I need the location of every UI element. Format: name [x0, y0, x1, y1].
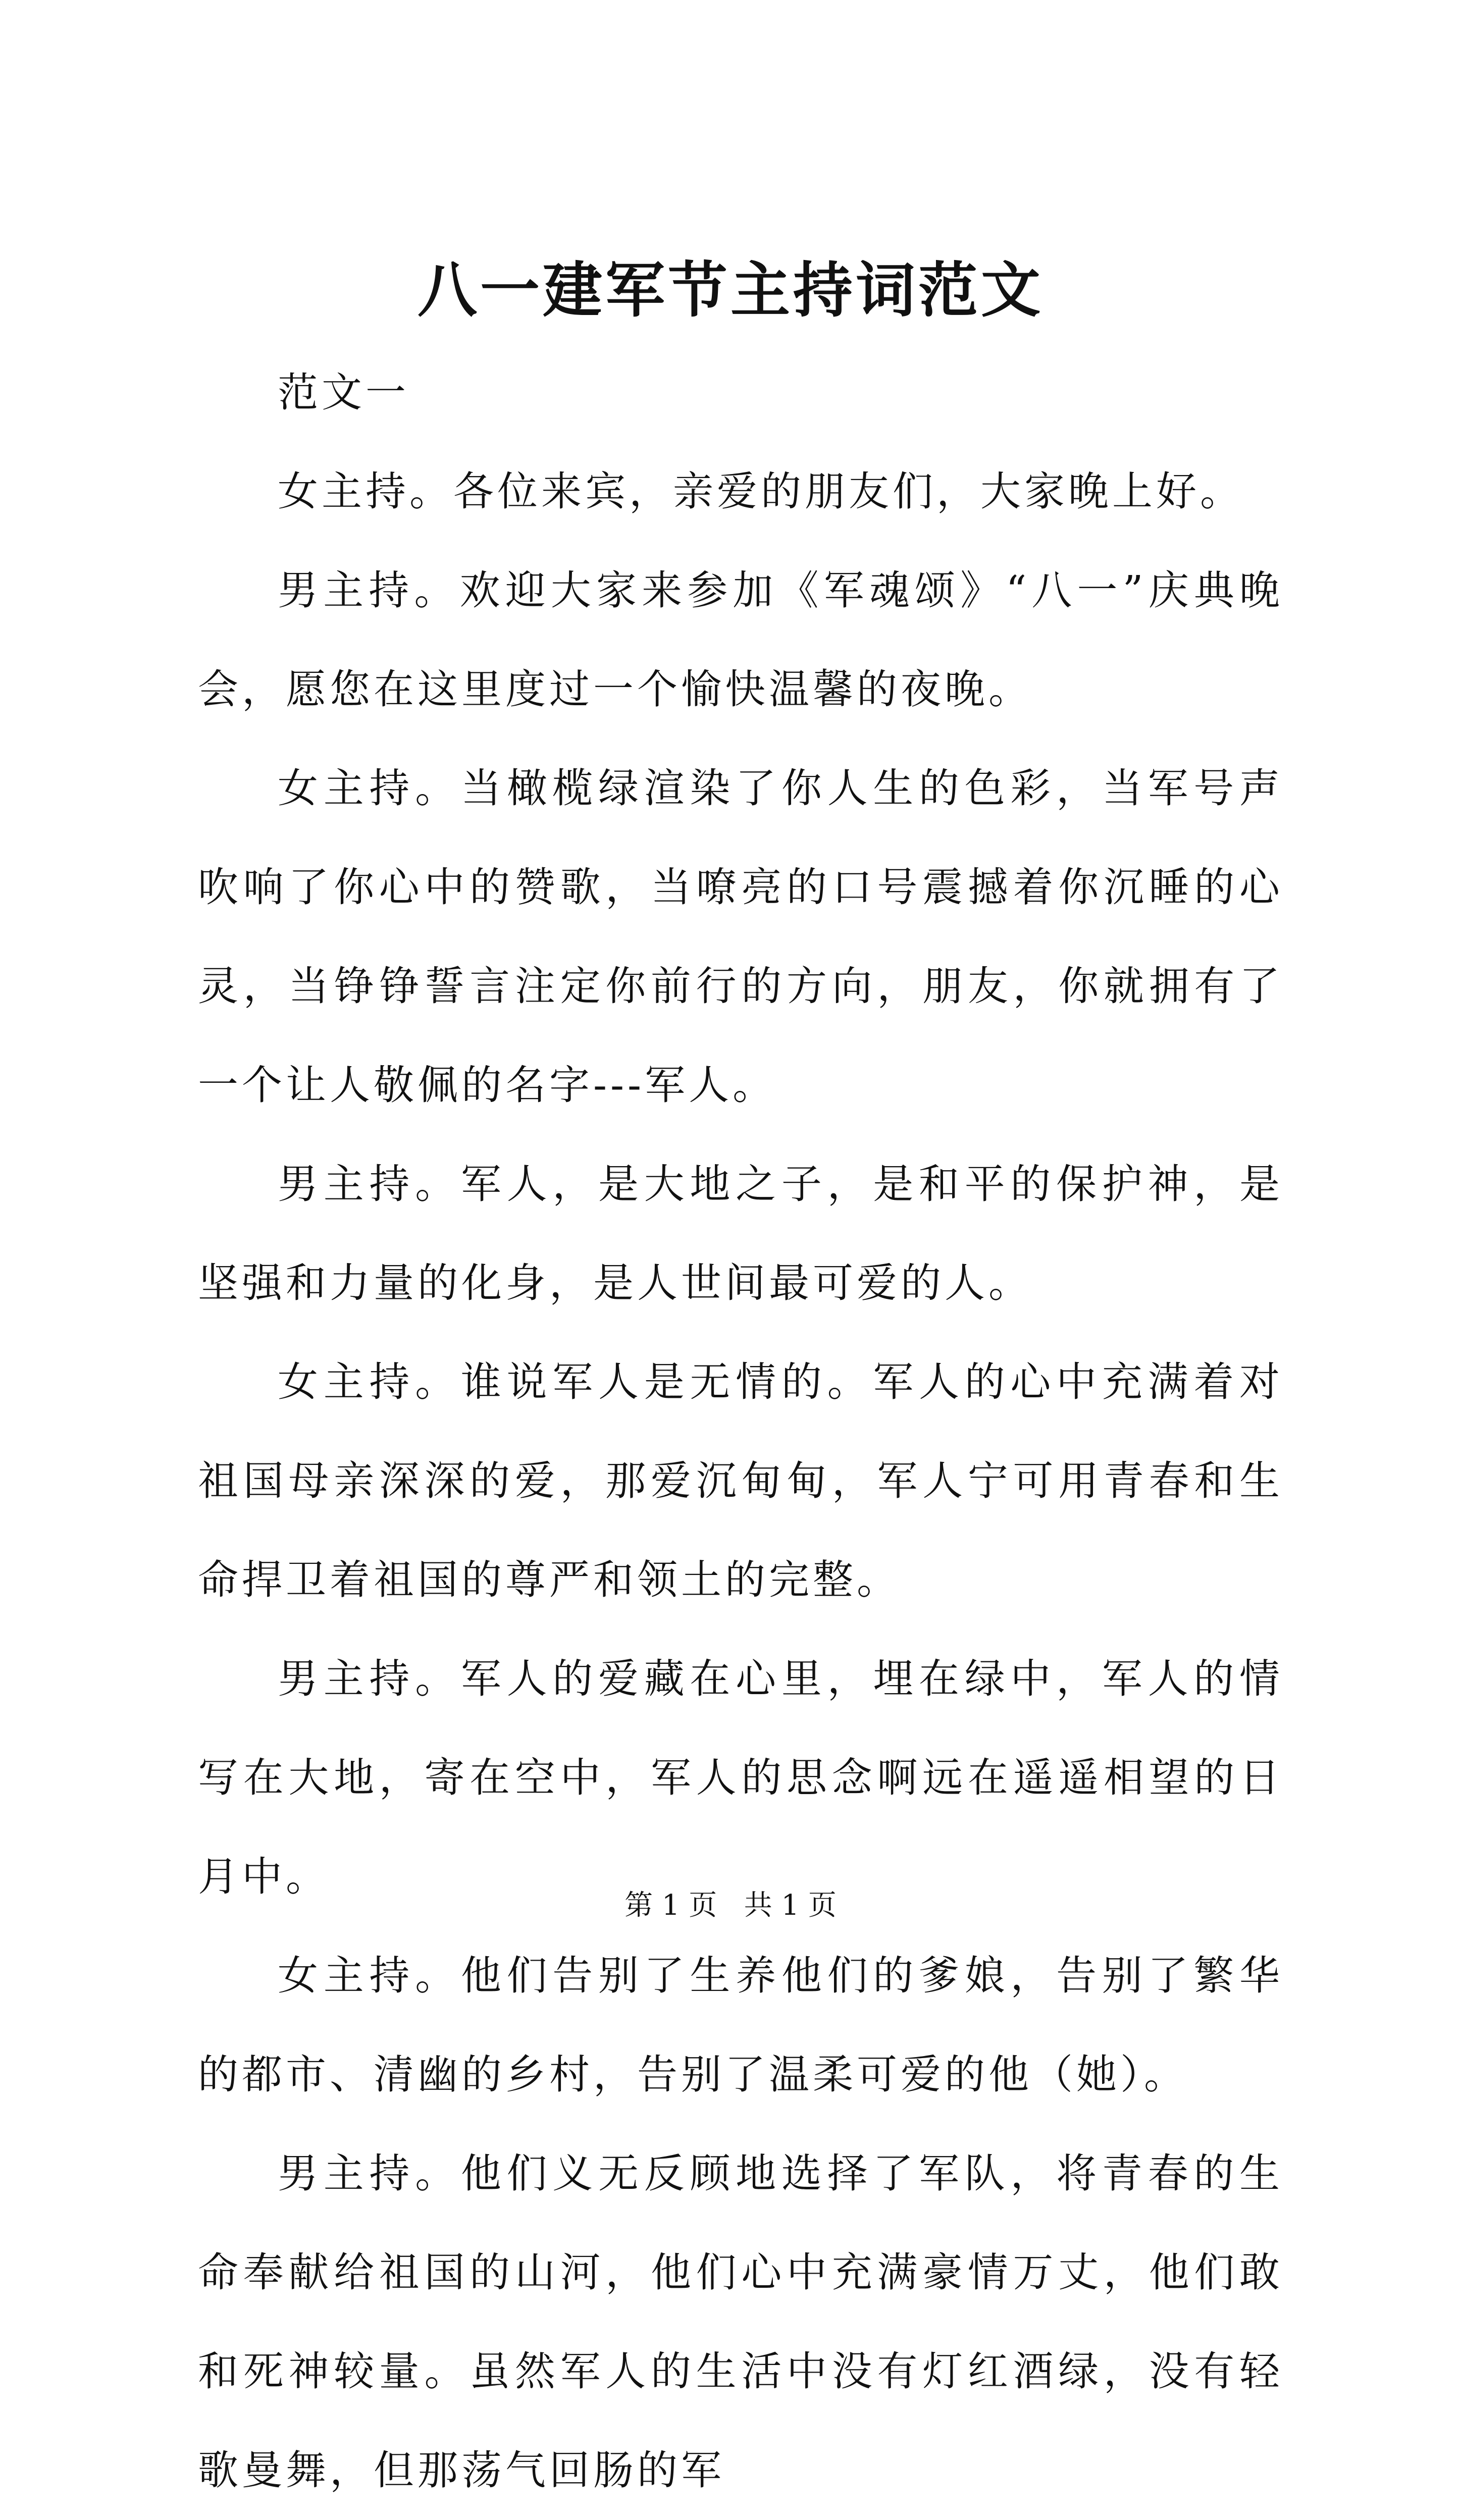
paragraph: 男主持。军人的爱藏在心里，埋在绿中，军人的情写在大地，寄在空中，军人的思念啊远在遥遥相望的日月中。 — [198, 1655, 1283, 1900]
page-number-label: 第 1 页 共 1 页 — [624, 1889, 837, 1922]
paragraph: 男主持。欢迎大家来参加《军魂颂》“八一”庆典晚会，愿您在这里度过一个愉快温馨的夜晚。 — [198, 567, 1283, 713]
document-title: 八一建军节主持词范文 — [417, 255, 1043, 325]
page-footer — [0, 1885, 1461, 1926]
paragraph: 女主持。当橄榄绿渲染了你人生的色彩，当军号声吹响了你心中的赞歌，当嘹亮的口号震撼着你沉睡的心灵，当铮铮誓言注定你前行的方向，朋友，你就拥有了一个让人敬佩的名字---军人。 — [198, 765, 1283, 1109]
document-body — [198, 343, 1283, 2520]
paragraph: 女主持。谁说军人是无情的。军人的心中充满着对祖国母亲深深的爱，那爱沉甸甸，军人宁可用青春和生命捍卫着祖国的尊严和领土的完整。 — [198, 1358, 1283, 1603]
paragraph: 男主持。军人，是大地之子，是和平的保护神，是坚强和力量的化身，是人世间最可爱的人。 — [198, 1161, 1283, 1306]
paragraph: 女主持。他们告别了生养他们的爹娘，告别了繁华的都市、清幽的乡村，告别了温柔可爱的他（她）。 — [198, 1952, 1283, 2098]
paragraph: 女主持。各位来宾，亲爱的朋友们，大家晚上好。 — [278, 468, 1244, 515]
paragraph: 范文一 — [278, 369, 409, 416]
paragraph: 男主持。他们义无反顾地选择了军队，将青春的生命奉献给祖国的山河，他们心中充满豪情万丈，他们敢和死神较量。虽然军人的生活中没有灯红酒绿，没有轻歌曼舞，但那荡气回肠的军 — [198, 2150, 1283, 2494]
